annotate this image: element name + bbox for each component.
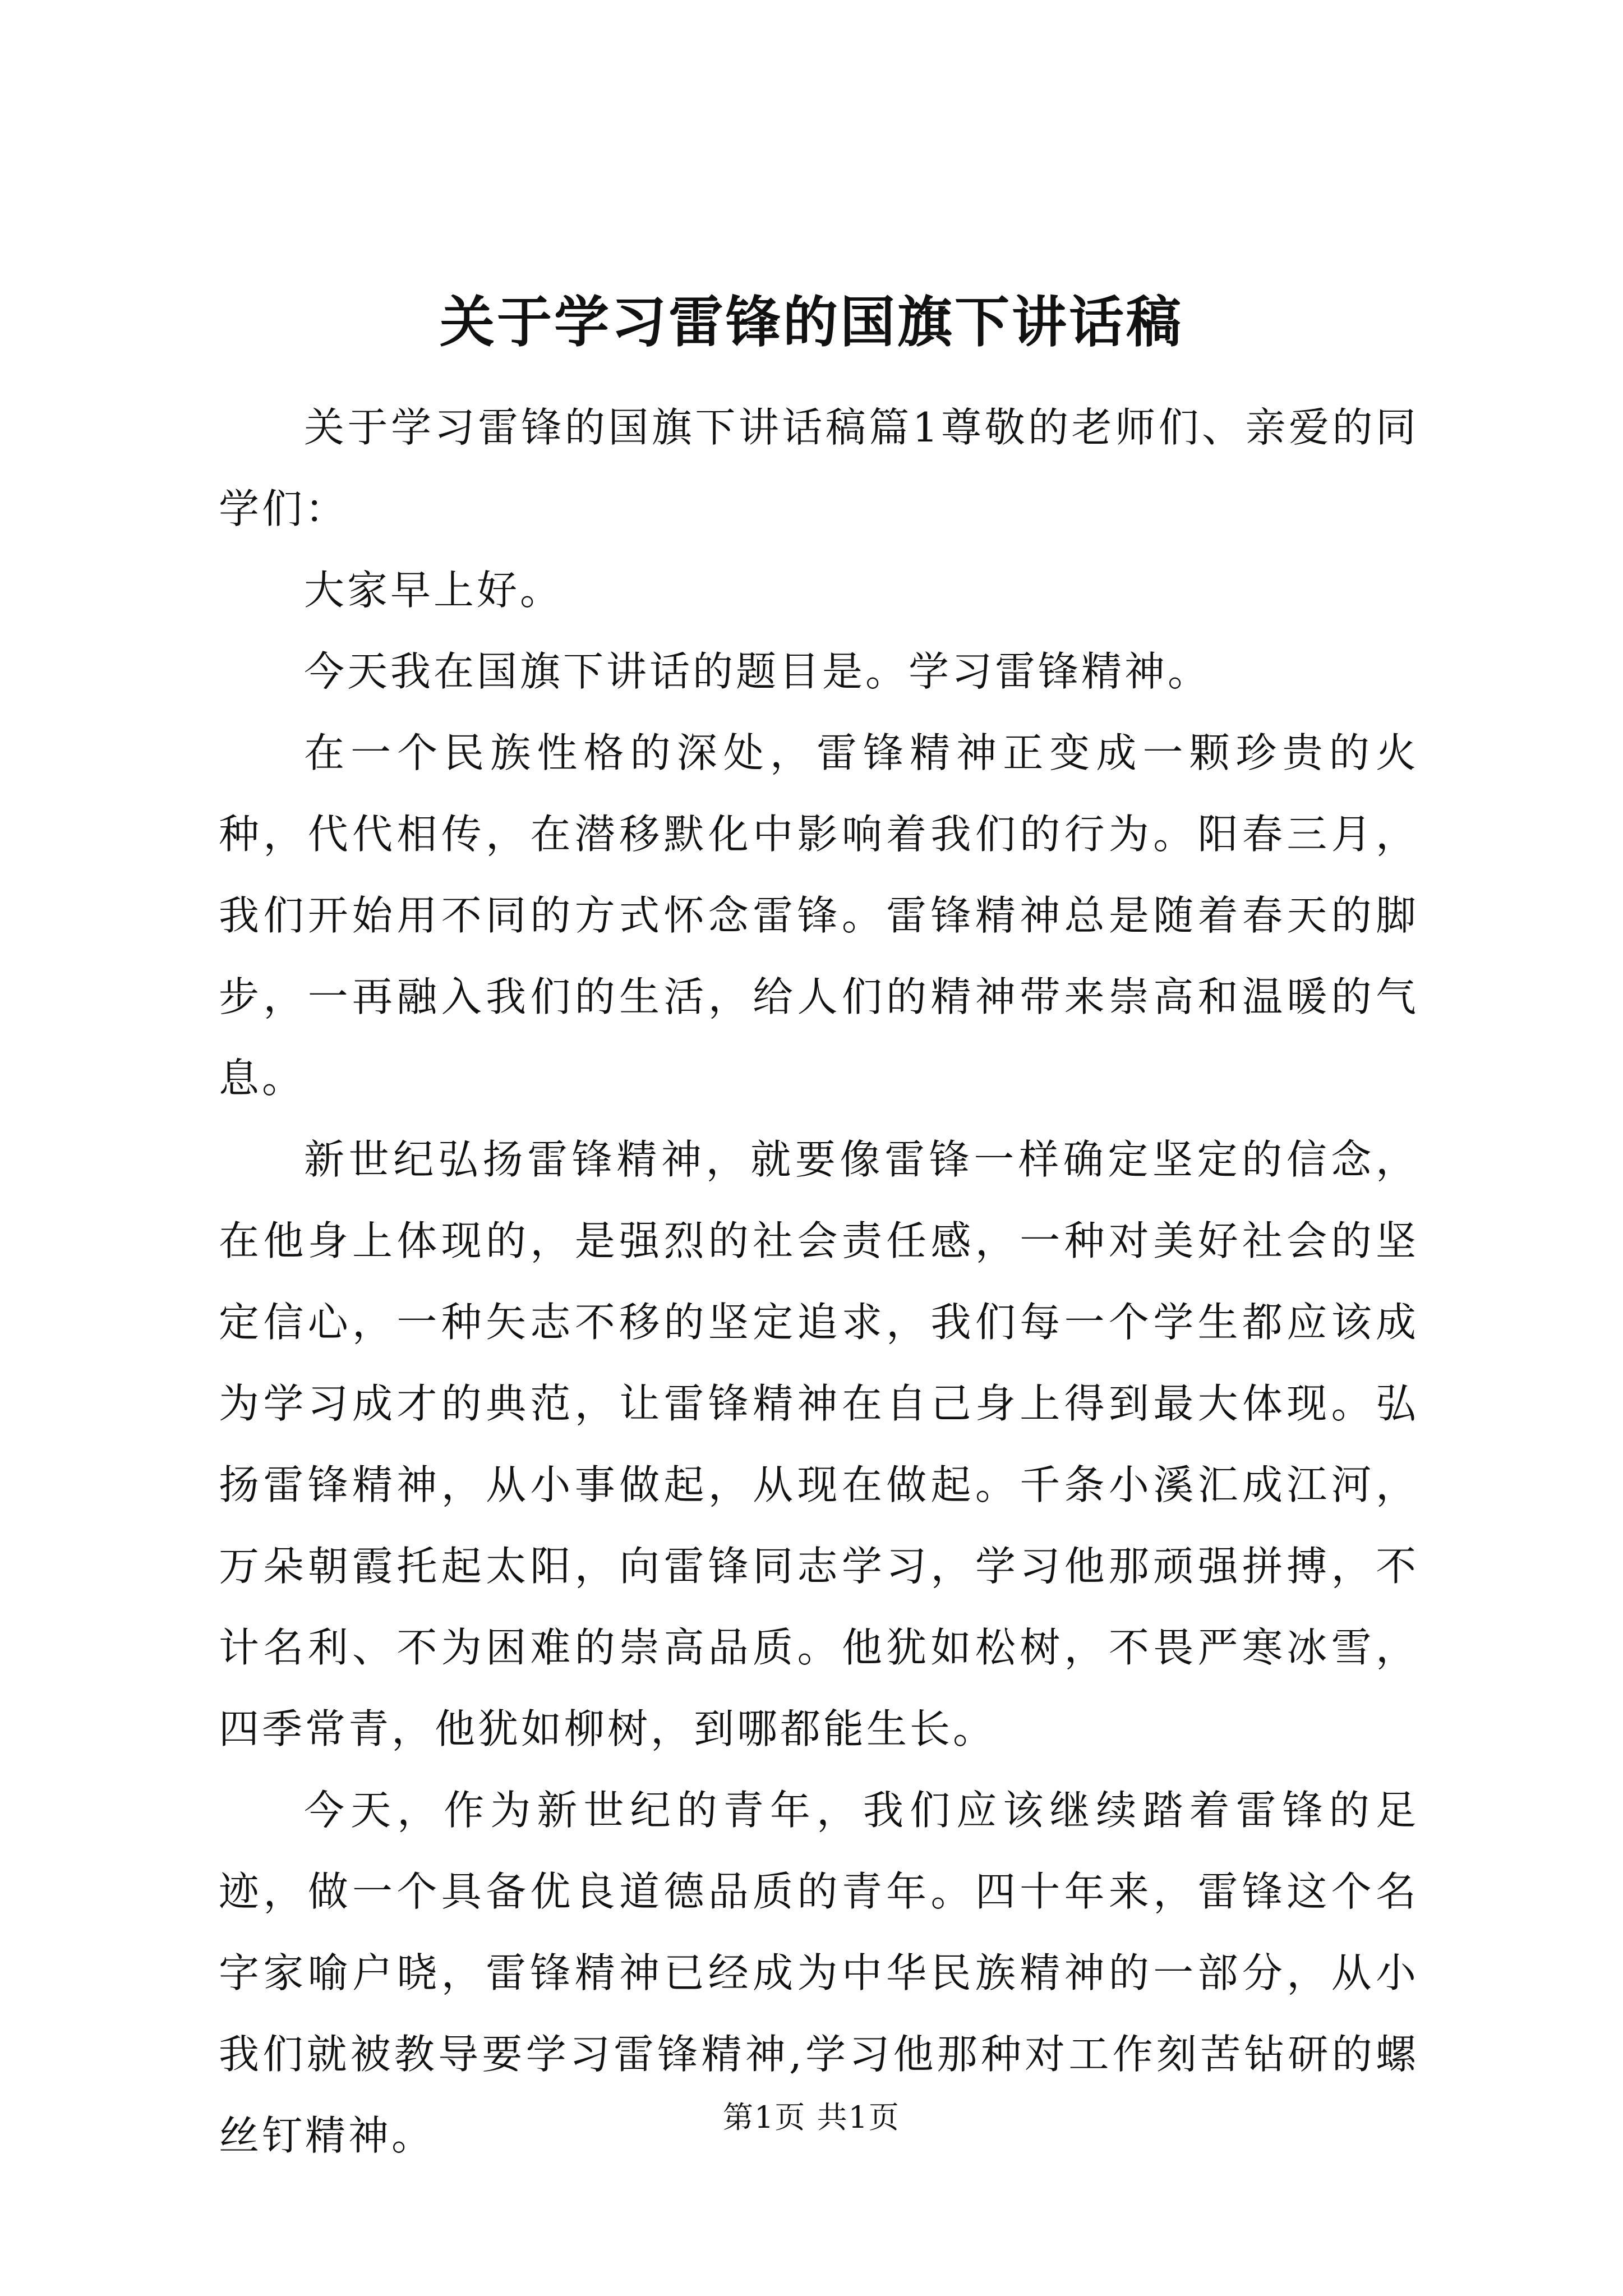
document-title: 关于学习雷锋的国旗下讲话稿: [439, 290, 1183, 355]
paragraph-new-century: 新世纪弘扬雷锋精神，就要像雷锋一样确定坚定的信念，在他身上体现的，是强烈的社会责任感，一种对美好社会的坚定信心，一种矢志不移的坚定追求，我们每一个学生都应该成为学习成才的典范，让雷锋精神在自己身上得到最大体现。弘扬雷锋精神，从小事做起，从现在做起。千条小溪汇成江河，万朵朝霞托起太阳，向雷锋同志学习，学习他那顽强拼搏，不计名利、不为困难的崇高品质。他犹如松树，不畏严寒冰雪，四季常青，他犹如柳树，到哪都能生长。: [219, 1136, 1419, 1752]
document-body: [219, 387, 1419, 2177]
paragraph-youth: 今天，作为新世纪的青年，我们应该继续踏着雷锋的足迹，做一个具备优良道德品质的青年。四十年来，雷锋这个名字家喻户晓，雷锋精神已经成为中华民族精神的一部分，从小我们就被教导要学习雷锋精神,学习他那种对工作刻苦钻研的螺丝钉精神。: [219, 1787, 1419, 2159]
paragraph-morning: 大家早上好。: [304, 567, 564, 614]
page-number-footer: 第1页 共1页: [723, 2100, 900, 2135]
paragraph-greeting: 关于学习雷锋的国旗下讲话稿篇1尊敬的老师们、亲爱的同学们：: [219, 404, 1419, 532]
paragraph-spirit-heritage: 在一个民族性格的深处，雷锋精神正变成一颗珍贵的火种，代代相传，在潜移默化中影响着我们的行为。阳春三月，我们开始用不同的方式怀念雷锋。雷锋精神总是随着春天的脚步，一再融入我们的生活，给人们的精神带来崇高和温暖的气息。: [219, 729, 1419, 1102]
paragraph-topic: 今天我在国旗下讲话的题目是。学习雷锋精神。: [304, 648, 1211, 695]
